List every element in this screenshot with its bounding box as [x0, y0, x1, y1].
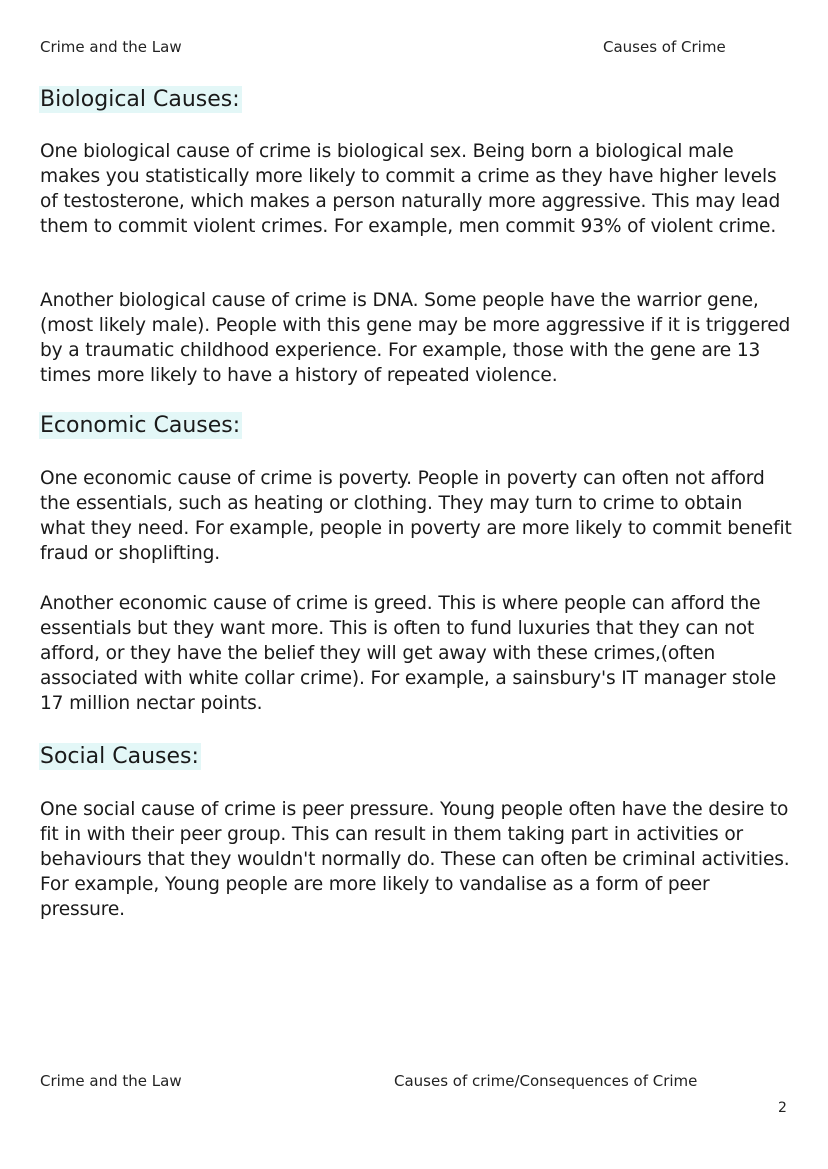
heading-text: Economic Causes:: [40, 413, 241, 438]
header-section: Causes of Crime: [603, 38, 726, 56]
paragraph-biological-sex: One biological cause of crime is biological sex. Being born a biological male makes you statistically more likely to commit a crime as they have higher levels of testosterone, which makes a person naturally more aggressive. This may lead them to commit violent crimes. For example, men commit 93% of violent crime.: [40, 141, 781, 237]
section-heading-economic: [39, 412, 242, 440]
paragraph-biological-dna: Another biological cause of crime is DNA. Some people have the warrior gene,(most likely male). People with this gene may be more aggressive if it is triggered by a traumatic childhood experience. For example, those with the gene are 13 times more likely to have a history of repeated violence.: [40, 290, 791, 386]
paragraph-social-peer-pressure: One social cause of crime is peer pressure. Young people often have the desire to fit in with their peer group. This can result in them taking part in activities or behaviours that they wouldn't normally do. These can often be criminal activities. For example, Young people are more likely to vandalise as a form of peer pressure.: [40, 799, 790, 920]
section-heading-biological: [39, 86, 242, 114]
heading-text: Biological Causes:: [40, 87, 240, 112]
section-heading-social: [39, 743, 201, 771]
paragraph-economic-greed: Another economic cause of crime is greed. This is where people can afford the essentials but they want more. This is often to fund luxuries that they can not afford, or they have the belief they will get away with these crimes,(often associated with white collar crime). For example, a sainsbury's IT manager stole 17 million nectar points.: [40, 593, 777, 714]
page-number: 2: [778, 1100, 787, 1116]
paragraph-economic-poverty: One economic cause of crime is poverty. People in poverty can often not afford the essentials, such as heating or clothing. They may turn to crime to obtain what they need. For example, people in poverty are more likely to commit benefit fraud or shoplifting.: [40, 468, 792, 564]
heading-text: Social Causes:: [40, 744, 199, 769]
header-title: Crime and the Law: [40, 38, 182, 56]
footer-title: Crime and the Law: [40, 1072, 182, 1090]
footer-section: Causes of crime/Consequences of Crime: [394, 1072, 698, 1090]
